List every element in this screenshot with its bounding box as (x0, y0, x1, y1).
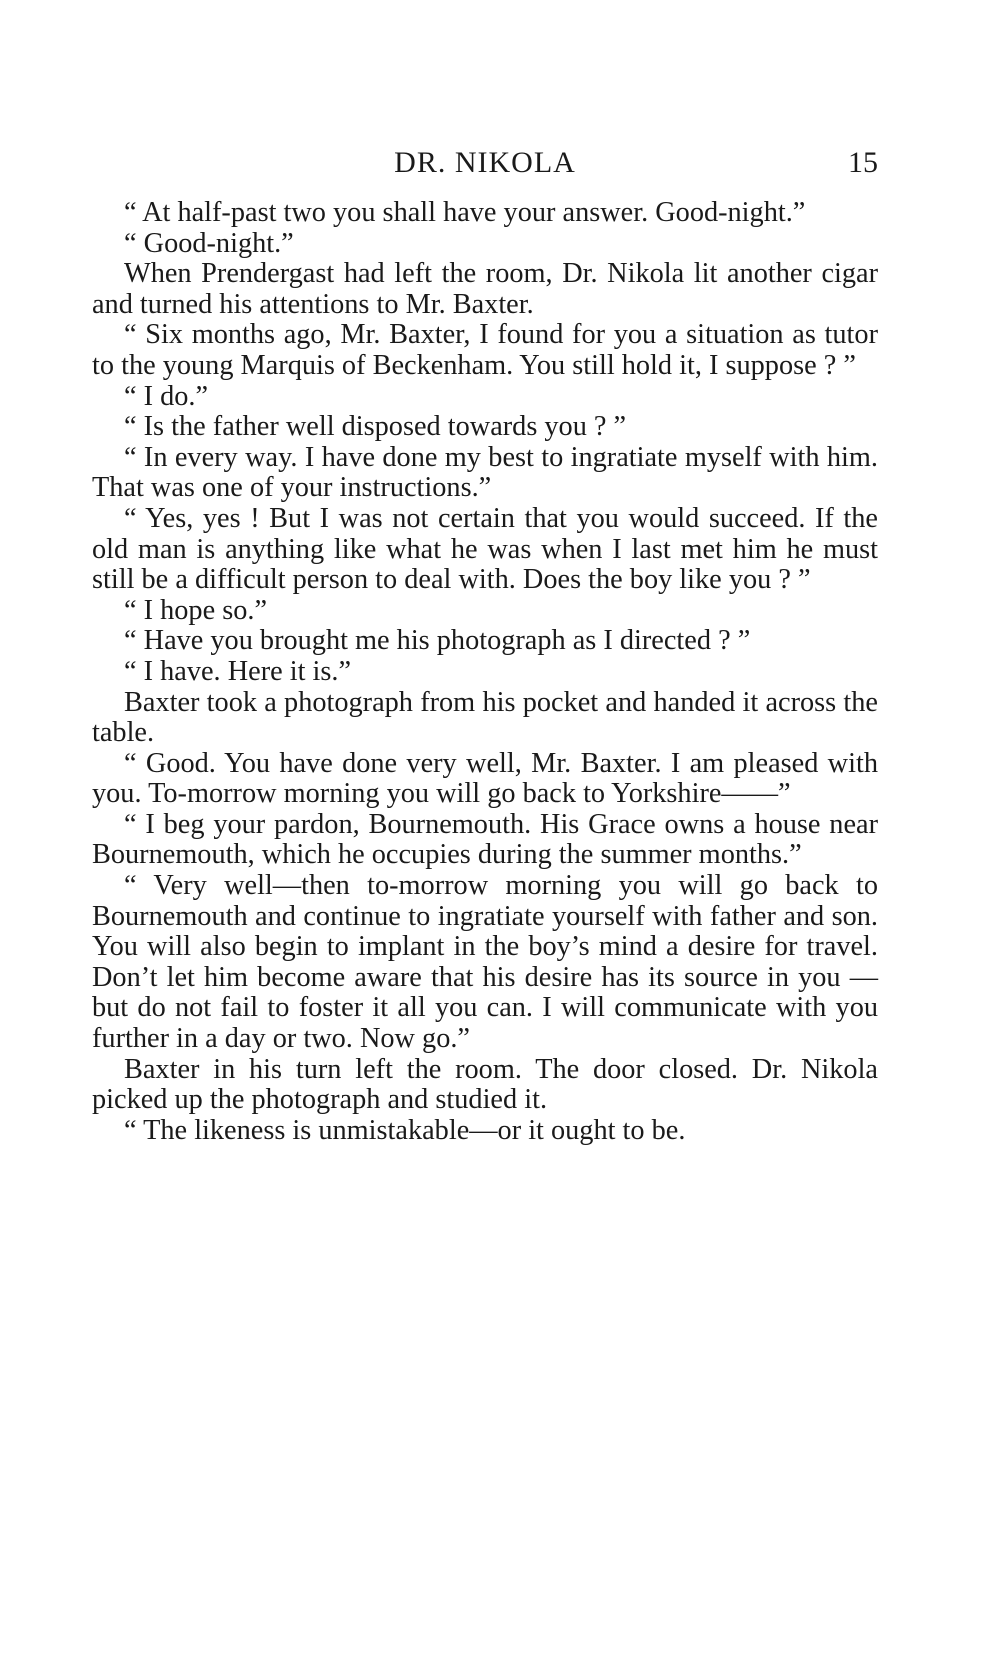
paragraph: “ Good-night.” (124, 227, 294, 259)
paragraph: “ I have. Here it is.” (124, 655, 352, 687)
paragraph: “ Six months ago, Mr. Baxter, I found for you a situation as tutor to the young Marquis of Beckenham. You still hold it, I suppose ? ” (92, 319, 878, 381)
body-text (92, 198, 878, 1146)
paragraph: When Prendergast had left the room, Dr. Nikola lit another cigar and turned his attentions to Mr. Baxter. (92, 258, 878, 320)
paragraph: “ Good. You have done very well, Mr. Baxter. I am pleased with you. To-morrow morning you will go back to Yorkshire——” (92, 747, 878, 810)
paragraph: “ Have you brought me his photograph as I directed ? ” (124, 625, 751, 657)
paragraph: “ At half-past two you shall have your answer. Good-night.” (124, 197, 806, 228)
page-number: 15 (848, 146, 878, 179)
paragraph: Baxter took a photograph from his pocket and handed it across the table. (92, 686, 878, 749)
paragraph: “ In every way. I have done my best to ingratiate myself with him. That was one of your instructions.” (92, 441, 878, 504)
paragraph: “ Very well—then to-morrow morning you will go back to Bournemouth and continue to ingratiate yourself with father and son. You will also begin to implant in the boy’s mind a desire for travel. Don’t let him become aware that his desire has its source in you —but do not fail to foster it all you can. I will communicate with you further in a day or two. Now go.” (92, 870, 878, 1055)
running-title: DR. NIKOLA (394, 146, 576, 179)
paragraph: “ I hope so.” (124, 594, 268, 626)
paragraph: “ Yes, yes ! But I was not certain that you would succeed. If the old man is anything like what he was when I last met him he must still be a difficult person to deal with. Does the boy like you ? ” (92, 502, 878, 596)
paragraph: “ I beg your pardon, Bournemouth. His Grace owns a house near Bournemouth, which he occupies during the summer months.” (92, 808, 878, 871)
paragraph: “ Is the father well disposed towards you ? ” (124, 411, 627, 443)
paragraph: “ The likeness is unmistakable—or it ought to be. (124, 1114, 686, 1146)
paragraph: Baxter in his turn left the room. The door closed. Dr. Nikola picked up the photograph and studied it. (92, 1053, 878, 1116)
page-header (92, 146, 878, 186)
paragraph: “ I do.” (124, 380, 209, 412)
